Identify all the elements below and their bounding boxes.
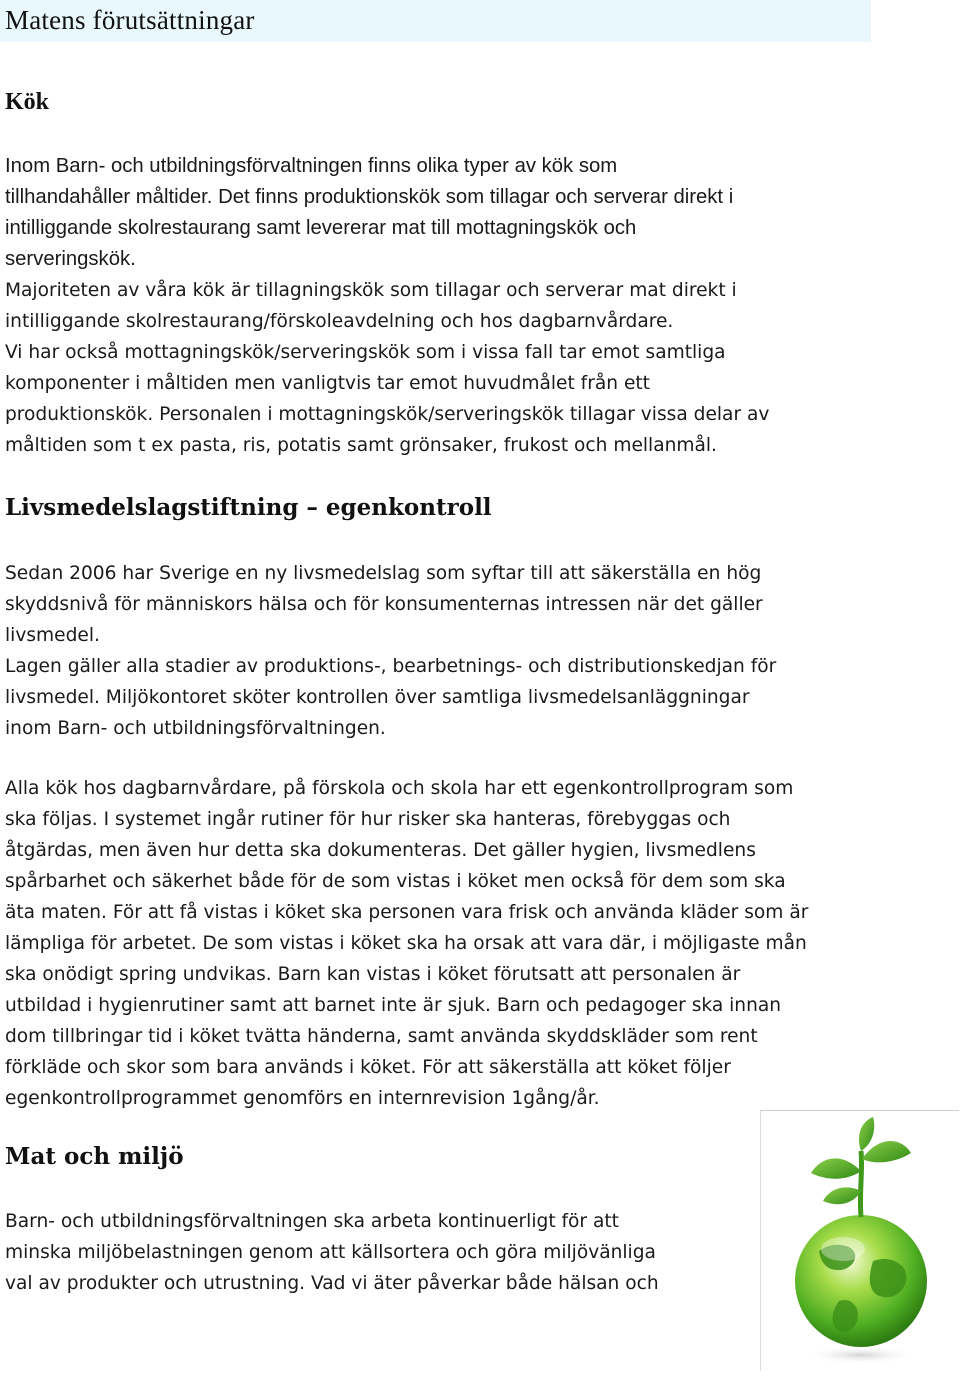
section-heading-livsmedel: Livsmedelslagstiftning – egenkontroll [5, 494, 492, 521]
text-line: ska onödigt spring undvikas. Barn kan vistas i köket förutsatt att personalen är [5, 964, 741, 985]
text-line: Majoriteten av våra kök är tillagningskök som tillagar och serverar mat direkt i [5, 280, 737, 301]
livsmedel-paragraph-2 [5, 773, 875, 1114]
text-line: Vi har också mottagningskök/serveringskök som i vissa fall tar emot samtliga [5, 342, 726, 363]
text-line: åtgärdas, men även hur detta ska dokumenteras. Det gäller hygien, livsmedlens [5, 840, 756, 861]
text-line: livsmedel. [5, 625, 100, 646]
text-line: minska miljöbelastningen genom att källsortera och göra miljövänliga [5, 1242, 656, 1263]
text-line: komponenter i måltiden men vanligtvis tar emot huvudmålet från ett [5, 373, 650, 394]
text-line: måltiden som t ex pasta, ris, potatis samt grönsaker, frukost och mellanmål. [5, 435, 717, 456]
kok-paragraph-body [5, 275, 865, 461]
text-line: tillhandahåller måltider. Det finns produktionskök som tillagar och serverar direkt i [5, 186, 734, 208]
section-heading-miljo: Mat och miljö [5, 1143, 184, 1170]
text-line: inom Barn- och utbildningsförvaltningen. [5, 718, 386, 739]
green-globe-image [760, 1110, 959, 1371]
text-line: ska följas. I systemet ingår rutiner för hur risker ska hanteras, förebyggas och [5, 809, 731, 830]
text-line: Sedan 2006 har Sverige en ny livsmedelslag som syftar till att säkerställa en hög [5, 563, 762, 584]
section-heading-kok: Kök [5, 89, 50, 115]
text-line: intilliggande skolrestaurang/förskoleavdelning och hos dagbarnvårdare. [5, 311, 674, 332]
text-line: val av produkter och utrustning. Vad vi äter påverkar både hälsan och [5, 1273, 659, 1294]
livsmedel-paragraph-1 [5, 558, 875, 744]
miljo-paragraph [5, 1206, 730, 1299]
green-globe-sprout-icon [761, 1111, 959, 1371]
text-line: spårbarhet och säkerhet både för de som vistas i köket men också för dem som ska [5, 871, 786, 892]
text-line: produktionskök. Personalen i mottagningskök/serveringskök tillagar vissa delar av [5, 404, 770, 425]
text-line: utbildad i hygienrutiner samt att barnet inte är sjuk. Barn och pedagoger ska innan [5, 995, 782, 1016]
text-line: förkläde och skor som bara används i köket. För att säkerställa att köket följer [5, 1057, 731, 1078]
text-line: skyddsnivå för människors hälsa och för konsumenternas intressen när det gäller [5, 594, 763, 615]
text-line: serveringskök. [5, 248, 136, 270]
text-line: Alla kök hos dagbarnvårdare, på förskola och skola har ett egenkontrollprogram som [5, 778, 794, 799]
text-line: Inom Barn- och utbildningsförvaltningen finns olika typer av kök som [5, 155, 618, 177]
page-title: Matens förutsättningar [5, 5, 255, 35]
text-line: intilliggande skolrestaurang samt levererar mat till mottagningskök och [5, 217, 637, 239]
kok-paragraph-intro [5, 151, 865, 275]
text-line: livsmedel. Miljökontoret sköter kontrollen över samtliga livsmedelsanläggningar [5, 687, 750, 708]
text-line: Barn- och utbildningsförvaltningen ska arbeta kontinuerligt för att [5, 1211, 619, 1232]
text-line: dom tillbringar tid i köket tvätta händerna, samt använda skyddskläder som rent [5, 1026, 758, 1047]
text-line: äta maten. För att få vistas i köket ska personen vara frisk och använda kläder som är [5, 902, 809, 923]
text-line: Lagen gäller alla stadier av produktions-, bearbetnings- och distributionskedjan för [5, 656, 777, 677]
text-line: lämpliga för arbetet. De som vistas i köket ska ha orsak att vara där, i möjligaste mån [5, 933, 807, 954]
title-banner [0, 0, 871, 42]
text-line: egenkontrollprogrammet genomförs en internrevision 1gång/år. [5, 1088, 600, 1109]
